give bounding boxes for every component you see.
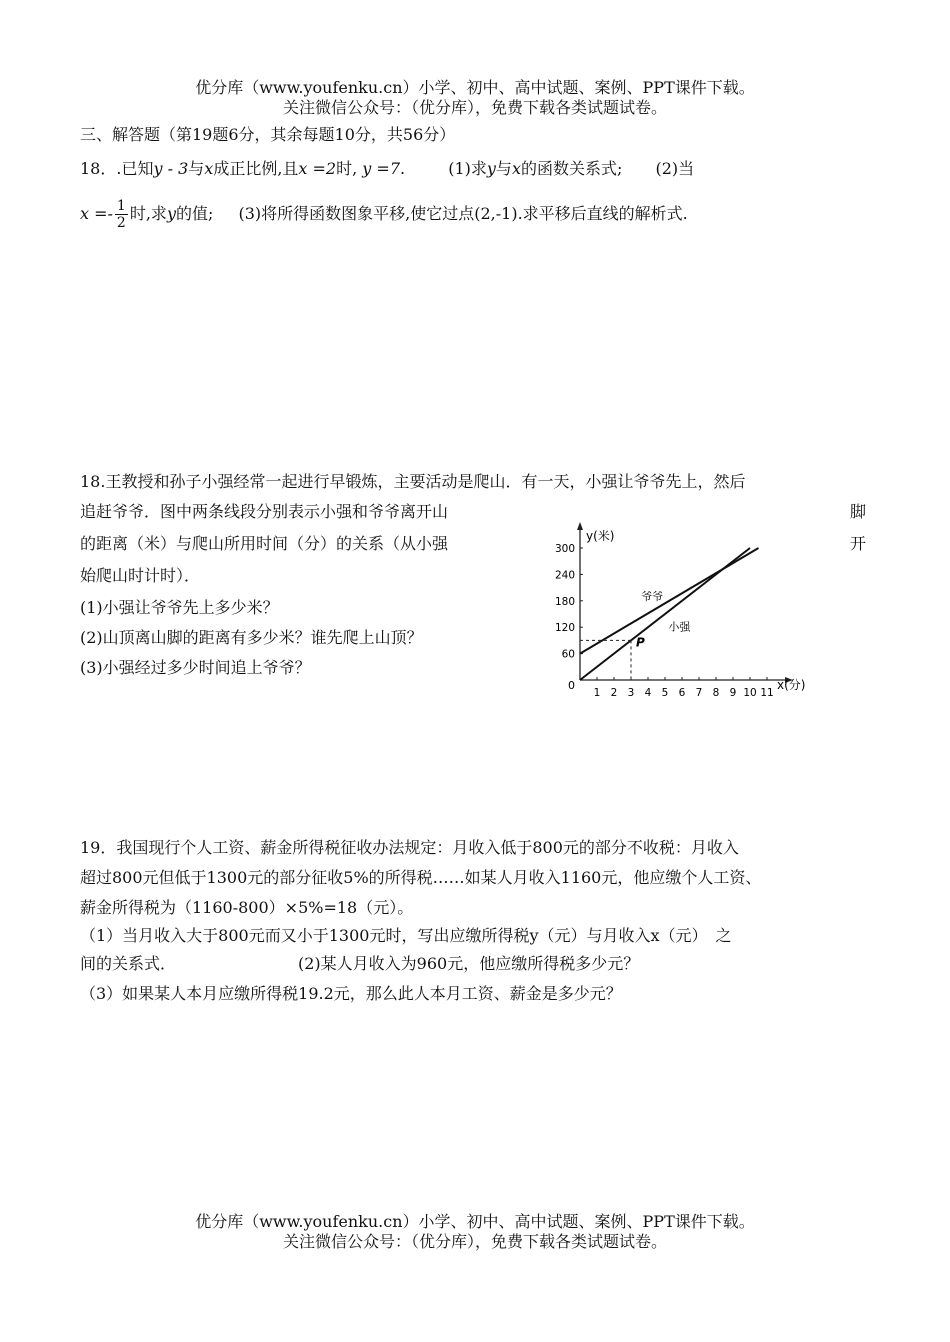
q18a-var-x: x — [204, 159, 214, 178]
fraction-one-half — [115, 198, 128, 231]
axes — [577, 522, 793, 683]
y-tick-label: 240 — [554, 569, 575, 582]
q18a-text-5: . — [400, 159, 406, 178]
q18a-expr-3: y =7 — [362, 159, 401, 178]
x-tick-label: 10 — [743, 687, 757, 699]
q18b-line-1: 18.王教授和孙子小强经常一起进行早锻炼，主要活动是爬山．有一天，小强让爷爷先上，然后 — [80, 472, 746, 491]
y-tick-label: 120 — [554, 622, 575, 635]
y-tick-label: 180 — [554, 595, 575, 608]
q18b-sub-1: (1)小强让爷爷先上多少米？ — [80, 598, 279, 617]
q18b-line-4: 始爬山时计时）． — [80, 566, 201, 585]
tick-labels — [555, 528, 806, 699]
y-tick-label: 60 — [561, 648, 575, 661]
footer-line-1: 优分库（www.youfenku.cn）小学、初中、高中试题、案例、PPT课件下载。 — [195, 1212, 755, 1231]
q19-line-6: （3）如果某人本月应缴所得税19.2元，那么此人本月工资、薪金是多少元？ — [80, 984, 622, 1003]
q19-line-5b: (2)某人月收入为960元，他应缴所得税多少元？ — [298, 954, 640, 973]
q18b-line-3: 的距离（米）与爬山所用时间（分）的关系（从小强 — [80, 534, 449, 553]
q18a-var-x-2: x — [511, 159, 521, 178]
q18a-number: 18． — [80, 159, 117, 178]
q18a-x-eq: x =- — [80, 204, 113, 223]
x-tick-label: 5 — [661, 687, 669, 699]
header-line-1: 优分库（www.youfenku.cn）小学、初中、高中试题、案例、PPT课件下载。 — [195, 78, 755, 97]
series-line-xiaoqiang — [580, 548, 750, 680]
fraction-numerator: 1 — [116, 198, 126, 214]
q18b-sub-2: (2)山顶离山脚的距离有多少米？谁先爬上山顶？ — [80, 628, 423, 647]
q19-line-3: 薪金所得税为（1160-800）×5%=18（元）。 — [80, 898, 414, 917]
q18a-text-4: 时, — [336, 159, 358, 178]
q18a-part-1c: 的函数关系式; — [520, 159, 623, 178]
q18b-line-3-end: 开 — [850, 534, 867, 553]
x-tick-label: 7 — [695, 687, 703, 699]
q18b-line-2: 追赶爷爷．图中两条线段分别表示小强和爷爷离开山 — [80, 502, 449, 521]
q18a-var-y-2: y — [166, 204, 176, 223]
q18a-text-1: .已知 — [116, 159, 154, 178]
series-line-grandpa — [580, 548, 759, 654]
q18a-text-3: 成正比例,且 — [213, 159, 299, 178]
x-tick-label: 9 — [729, 687, 737, 699]
q18a-part-3: (3)将所得函数图象平移,使它过点(2,-1).求平移后直线的解析式. — [238, 204, 688, 223]
x-tick-label: 3 — [627, 687, 635, 699]
section-title: 三、解答题（第19题6分，其余每题10分，共56分） — [80, 125, 456, 144]
q19-line-2: 超过800元但低于1300元的部分征收5%的所得税……如某人月收入1160元，他应缴个人工资、 — [80, 868, 762, 887]
q18a-text-7: 的值; — [175, 204, 214, 223]
q18a-expr-1: y - 3 — [153, 159, 189, 178]
y-axis-label: y(米) — [586, 529, 615, 543]
q18a-text-2: 与 — [188, 159, 205, 178]
header-line-2: 关注微信公众号：（优分库），免费下载各类试题试卷。 — [282, 98, 667, 117]
x-tick-label: 1 — [593, 687, 601, 699]
series-label-grandpa: 爷爷 — [641, 589, 664, 603]
q18a-line-2 — [80, 196, 688, 232]
x-tick-label: 4 — [644, 687, 652, 699]
q18a-text-6: 时,求 — [129, 204, 167, 223]
series-lines — [580, 548, 759, 680]
y-tick-label: 300 — [554, 543, 575, 555]
q18b-sub-3: (3)小强经过多少时间追上爷爷？ — [80, 658, 311, 677]
q19-line-1: 19．我国现行个人工资、薪金所得税征收办法规定：月收入低于800元的部分不收税：月收入 — [80, 838, 739, 857]
origin-label: 0 — [568, 679, 575, 692]
q18a-part-1b: 与 — [495, 159, 512, 178]
point-label: P — [636, 635, 645, 650]
q18a-part-2: (2)当 — [655, 159, 695, 178]
x-tick-label: 6 — [678, 687, 686, 699]
distance-time-graph — [548, 520, 838, 705]
q18b-line-2-end: 脚 — [850, 502, 867, 521]
x-tick-label: 2 — [610, 687, 618, 699]
x-tick-label: 11 — [760, 687, 774, 699]
x-tick-label: 8 — [712, 687, 720, 699]
q18a-expr-2: x =2 — [298, 159, 337, 178]
y-axis-arrow — [577, 522, 583, 530]
q18a-var-y: y — [486, 159, 496, 178]
footer-line-2: 关注微信公众号：（优分库），免费下载各类试题试卷。 — [282, 1232, 667, 1251]
q19-line-4: （1）当月收入大于800元而又小于1300元时，写出应缴所得税y（元）与月收入x（元） 之 — [80, 926, 732, 945]
fraction-denominator: 2 — [116, 215, 126, 231]
q18a-line-1 — [80, 157, 694, 181]
q19-line-5a: 间的关系式． — [80, 954, 177, 973]
q18a-part-1: (1)求 — [448, 159, 487, 178]
series-label-xiaoqiang: 小强 — [668, 620, 691, 634]
x-axis-label: x(分) — [777, 678, 806, 692]
